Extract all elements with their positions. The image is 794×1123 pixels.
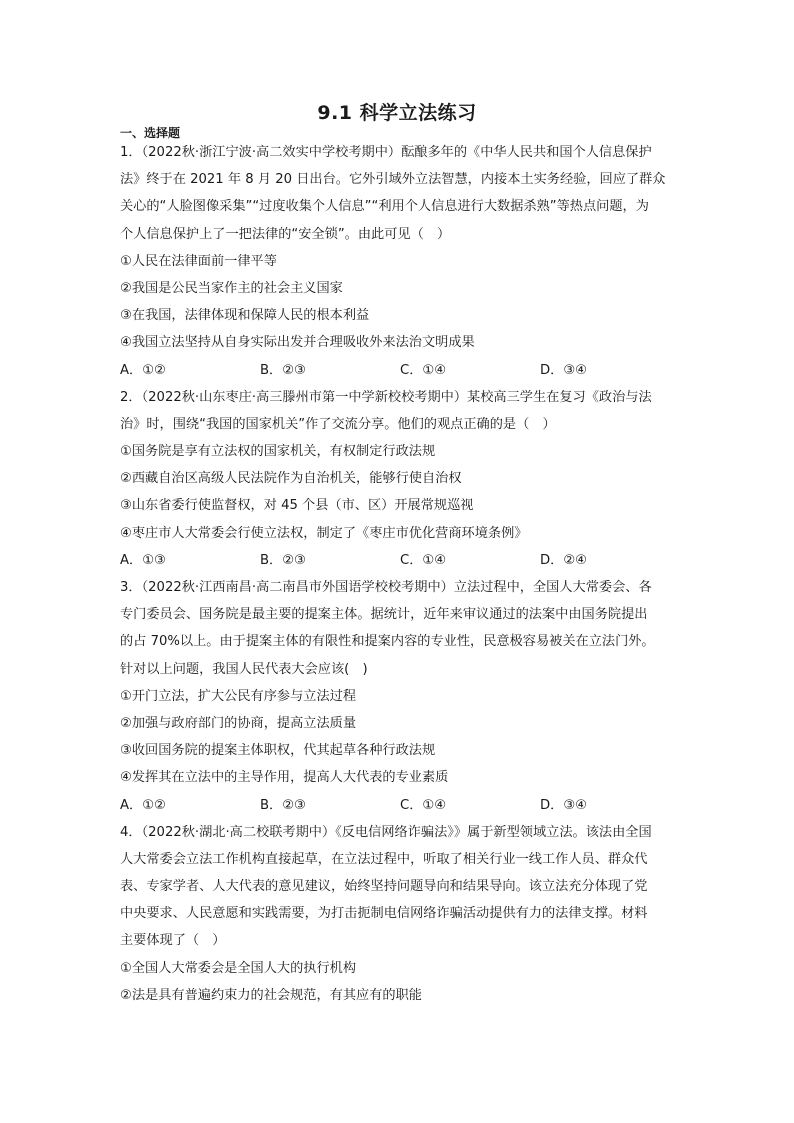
answer-option: A．①② xyxy=(120,797,166,813)
question-4 xyxy=(120,819,688,1009)
statement-item: ②西藏自治区高级人民法院作为自治机关，能够行使自治权 xyxy=(120,471,462,487)
answer-options xyxy=(120,792,688,819)
page-title: 9.1 科学立法练习 xyxy=(317,102,477,124)
section-heading: 一、选择题 xyxy=(120,126,181,140)
question-stem-line: 的占 70%以上。由于提案主体的有限性和提案内容的专业性，民意极容易被关在立法门外。 xyxy=(120,634,655,650)
statement-item: ④枣庄市人大常委会行使立法权，制定了《枣庄市优化营商环境条例》 xyxy=(120,525,528,541)
question-stem-line: 法》终于在 2021 年 8 月 20 日出台。它外引域外立法智慧，内接本土实务经验，回应了群众 xyxy=(120,172,666,188)
statement-item: ②我国是公民当家作主的社会主义国家 xyxy=(120,280,343,296)
question-stem-line: 表、专家学者、人大代表的意见建议，始终坚持问题导向和结果导向。该立法充分体现了党 xyxy=(120,879,648,895)
answer-option: D．③④ xyxy=(540,362,587,378)
answer-option: A．①② xyxy=(120,362,166,378)
answer-option: D．②④ xyxy=(540,552,587,568)
statement-item: ①国务院是享有立法权的国家机关，有权制定行政法规 xyxy=(120,444,436,460)
statement-item: ④我国立法坚持从自身实际出发并合理吸收外来法治文明成果 xyxy=(120,335,475,351)
statement-item: ③在我国，法律体现和保障人民的根本利益 xyxy=(120,308,370,324)
question-stem-line: 专门委员会、国务院是最主要的提案主体。据统计，近年来审议通过的法案中由国务院提出 xyxy=(120,607,648,623)
question-1 xyxy=(120,139,688,384)
statement-item: ④发挥其在立法中的主导作用，提高人大代表的专业素质 xyxy=(120,770,449,786)
question-3 xyxy=(120,574,688,819)
answer-options xyxy=(120,547,688,574)
answer-option: C．①④ xyxy=(400,552,447,568)
statement-item: ②法是具有普遍约束力的社会规范，有其应有的职能 xyxy=(120,987,422,1003)
question-stem-line: 治》时，围绕“我国的国家机关”作了交流分享。他们的观点正确的是（ ） xyxy=(120,416,556,432)
question-2 xyxy=(120,384,688,574)
answer-option: B．②③ xyxy=(260,362,306,378)
question-stem-line: 4．（2022秋·湖北·高二校联考期中）《反电信网络诈骗法》》属于新型领域立法。该法由全国 xyxy=(120,824,652,840)
statement-item: ①全国人大常委会是全国人大的执行机构 xyxy=(120,960,357,976)
answer-option: C．①④ xyxy=(400,797,447,813)
answer-option: A．①③ xyxy=(120,552,166,568)
answer-option: D．③④ xyxy=(540,797,587,813)
question-stem-line: 中央要求、人民意愿和实践需要，为打击扼制电信网络诈骗活动提供有力的法律支撑。材料 xyxy=(120,906,648,922)
question-stem-line: 个人信息保护上了一把法律的“安全锁”。由此可见（ ） xyxy=(120,226,451,242)
statement-item: ③收回国务院的提案主体职权，代其起草各种行政法规 xyxy=(120,743,436,759)
answer-option: B．②③ xyxy=(260,797,306,813)
statement-item: ③山东省委行使监督权，对 45 个县（市、区）开展常规巡视 xyxy=(120,498,474,514)
question-stem-line: 主要体现了（ ） xyxy=(120,933,226,949)
statement-item: ②加强与政府部门的协商，提高立法质量 xyxy=(120,715,357,731)
question-stem-line: 1．（2022秋·浙江宁波·高二效实中学校考期中）酝酿多年的《中华人民共和国个人信息保护 xyxy=(120,145,652,160)
question-stem-line: 人大常委会立法工作机构直接起草，在立法过程中，听取了相关行业一线工作人员、群众代 xyxy=(120,851,648,867)
question-list xyxy=(120,139,688,1009)
question-stem-line: 关心的“人脸图像采集”“过度收集个人信息”“利用个人信息进行大数据杀熟”等热点问题，为 xyxy=(120,199,649,215)
statement-item: ①开门立法，扩大公民有序参与立法过程 xyxy=(120,688,357,704)
question-stem-line: 2．（2022秋·山东枣庄·高三滕州市第一中学新校校考期中）某校高三学生在复习《政治与法 xyxy=(120,389,652,405)
answer-option: C．①④ xyxy=(400,362,447,378)
statement-item: ①人民在法律面前一律平等 xyxy=(120,253,277,269)
question-stem-line: 针对以上问题，我国人民代表大会应该( ) xyxy=(120,661,368,677)
question-stem-line: 3．（2022秋·江西南昌·高二南昌市外国语学校校考期中）立法过程中，全国人大常委会、各 xyxy=(120,580,652,595)
answer-options xyxy=(120,357,688,384)
answer-option: B．②③ xyxy=(260,552,306,568)
